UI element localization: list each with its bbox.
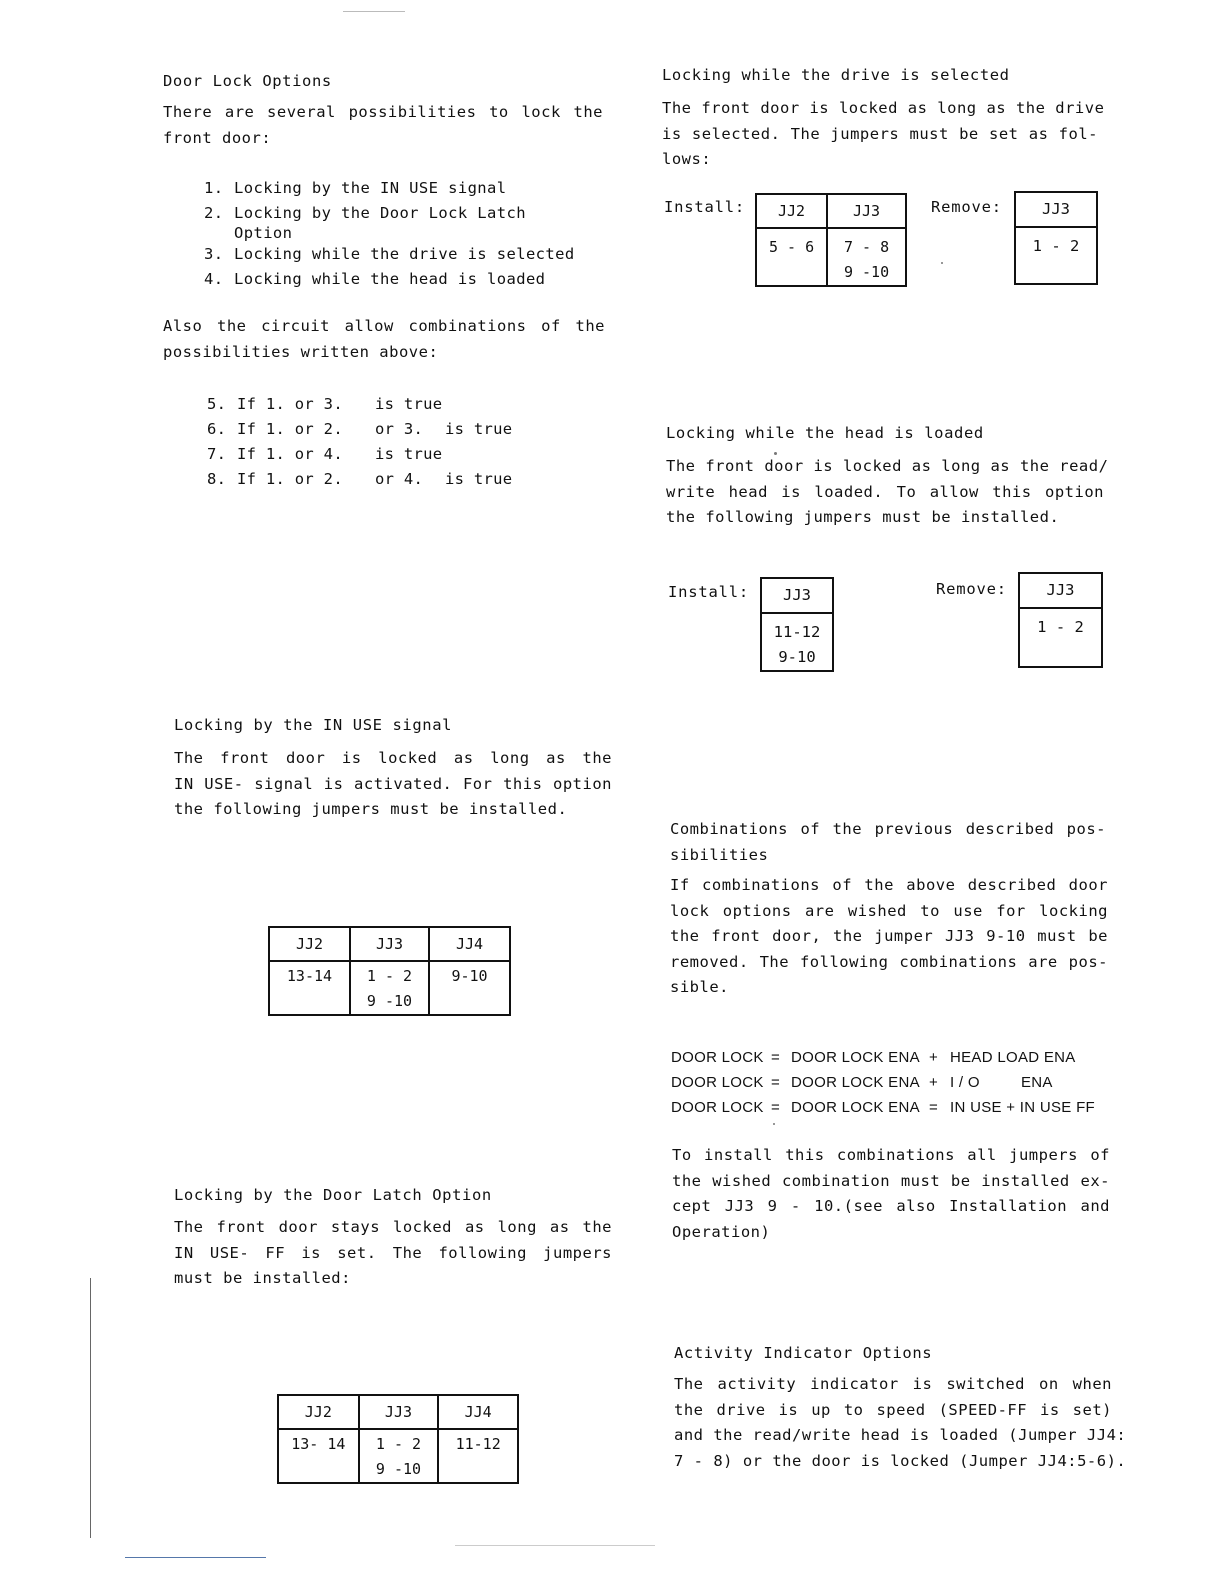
- section-title-combinations: [670, 817, 1106, 868]
- combinations-intro-paragraph: [163, 314, 605, 365]
- text-line: The front door is locked as long as the: [174, 749, 612, 767]
- box-value: 11-12: [773, 623, 821, 641]
- text-line: IN USE- FF is set. The following jumpers: [174, 1243, 612, 1262]
- box-header: JJ3: [1020, 574, 1101, 609]
- list-item: [204, 242, 575, 267]
- equation-term: HEAD LOAD ENA: [950, 1049, 1076, 1066]
- text-line: lows:: [662, 150, 712, 168]
- text-line: the front door, the jumper JJ3 9-10 must be: [670, 927, 1108, 945]
- section-title-door-lock-options: Door Lock Options: [163, 72, 332, 90]
- table-row: [269, 961, 510, 1015]
- table-header: JJ4: [438, 1395, 518, 1429]
- logic-equations: [671, 1045, 1111, 1120]
- install-note-paragraph: [672, 1143, 1110, 1245]
- cell-value: 9 -10: [375, 1460, 422, 1478]
- text-line: cept JJ3 9 - 10.(see also Installation and: [672, 1197, 1110, 1215]
- text-line: The activity indicator is switched on when: [674, 1375, 1112, 1393]
- text-line: If combinations of the above described door: [670, 876, 1108, 894]
- equation-term: DOOR LOCK ENA: [791, 1099, 920, 1116]
- combination-item: [207, 392, 527, 417]
- combo-clause: is true: [445, 470, 513, 488]
- text-line: the following jumpers must be installed.: [174, 800, 568, 818]
- text-line: the wished combination must be installed ex-: [672, 1171, 1110, 1190]
- remove-label: Remove:: [931, 198, 1002, 216]
- door-latch-paragraph: [174, 1215, 612, 1292]
- table-cell: [269, 961, 350, 1015]
- text-line: Operation): [672, 1222, 771, 1241]
- table-cell: [359, 1429, 439, 1483]
- equation-row: [671, 1045, 1111, 1070]
- equation-operator: +: [929, 1074, 939, 1091]
- equation-term: I / O: [950, 1074, 980, 1091]
- in-use-paragraph: [174, 746, 612, 823]
- combo-number: 5.: [207, 395, 227, 413]
- equation-operator: =: [771, 1074, 781, 1091]
- combination-item: [207, 467, 527, 492]
- list-item: [204, 176, 575, 201]
- activity-paragraph: [674, 1372, 1127, 1474]
- list-number: 4.: [204, 269, 224, 288]
- cell-value: 13- 14: [291, 1435, 346, 1453]
- table-cell: [278, 1429, 359, 1483]
- equation-term: DOOR LOCK ENA: [791, 1049, 920, 1066]
- equation-term: DOOR LOCK: [671, 1099, 764, 1116]
- cell-value: 13-14: [286, 967, 333, 985]
- remove-label: Remove:: [936, 580, 1007, 598]
- table-cell: [438, 1429, 518, 1483]
- text-line: IN USE- signal is activated. For this option: [174, 774, 612, 793]
- table-header: JJ2: [756, 194, 827, 228]
- table-cell: [756, 228, 827, 286]
- cell-value: 9 -10: [843, 263, 890, 281]
- table-header: JJ3: [827, 194, 906, 228]
- list-text: Locking by the IN USE signal: [234, 179, 507, 197]
- combo-condition: If 1. or 2.: [237, 420, 343, 438]
- text-line: To install this combinations all jumpers of: [672, 1146, 1110, 1164]
- combo-clause: or 4.: [375, 470, 424, 488]
- equation-row: [671, 1070, 1111, 1095]
- text-line: removed. The following combinations are pos-: [670, 952, 1108, 971]
- text-line: Also the circuit allow combinations of the: [163, 317, 605, 335]
- text-line: lock options are wished to use for locking: [670, 901, 1108, 920]
- equation-term: IN USE + IN USE FF: [950, 1099, 1096, 1116]
- text-line: the drive is up to speed (SPEED-FF is set): [674, 1400, 1112, 1419]
- text-line: The front door is locked as long as the drive: [662, 99, 1105, 117]
- combo-clause: or 3.: [375, 420, 424, 438]
- text-line: write head is loaded. To allow this option: [666, 482, 1104, 501]
- text-line: 7 - 8) or the door is locked (Jumper JJ4:5-6).: [674, 1451, 1127, 1470]
- scan-speck: [773, 1123, 775, 1125]
- list-number: 1.: [204, 179, 224, 197]
- text-line: and the read/write head is loaded (Jumper JJ4:: [674, 1426, 1127, 1444]
- text-line: must be installed:: [174, 1269, 351, 1287]
- table-header-row: [278, 1395, 518, 1429]
- scan-artifact: [90, 1278, 91, 1538]
- table-cell: [827, 228, 906, 286]
- combinations-paragraph: [670, 873, 1108, 1001]
- combo-number: 8.: [207, 470, 227, 488]
- equation-term: DOOR LOCK ENA: [791, 1074, 920, 1091]
- combo-number: 7.: [207, 445, 227, 463]
- text-line: front door:: [163, 128, 272, 147]
- section-title-drive-selected: Locking while the drive is selected: [662, 66, 1010, 84]
- cell-value: 1 - 2: [366, 967, 413, 985]
- text-line: Combinations of the previous described pos-: [670, 820, 1106, 838]
- table-cell: [429, 961, 510, 1015]
- equation-term: ENA: [1021, 1074, 1053, 1091]
- combo-clause: is true: [445, 420, 513, 438]
- install-label: Install:: [664, 198, 746, 216]
- box-value: 1 - 2: [1037, 618, 1084, 636]
- table-header-row: [756, 194, 906, 228]
- box-header: JJ3: [762, 579, 832, 614]
- text-line: the following jumpers must be installed.: [666, 508, 1060, 526]
- list-number: 2.: [204, 203, 224, 222]
- text-line: sible.: [670, 978, 729, 996]
- combo-condition: If 1. or 4.: [237, 445, 343, 463]
- section-title-activity-indicator: Activity Indicator Options: [674, 1344, 933, 1362]
- table-header: JJ3: [350, 927, 429, 961]
- list-text: Locking by the Door Lock Latch: [234, 203, 526, 222]
- box-value: 1 - 2: [1032, 237, 1080, 255]
- scan-speck: [774, 452, 777, 455]
- head-loaded-paragraph: [666, 454, 1109, 531]
- combination-item: [207, 417, 527, 442]
- cell-value: 9-10: [451, 967, 488, 985]
- table-header: JJ3: [359, 1395, 439, 1429]
- box-header: JJ3: [1016, 193, 1096, 228]
- scan-speck: [941, 262, 943, 264]
- equation-term: DOOR LOCK: [671, 1049, 764, 1066]
- combination-list: [207, 392, 527, 492]
- scan-artifact: [343, 11, 405, 12]
- box-value: 9-10: [778, 648, 816, 666]
- door-latch-jumper-table: [277, 1394, 519, 1484]
- section-title-in-use-signal: Locking by the IN USE signal: [174, 716, 453, 734]
- text-line: The front door is locked as long as the read/: [666, 457, 1109, 475]
- combo-condition: If 1. or 2.: [237, 470, 343, 488]
- cell-value: 9 -10: [366, 992, 413, 1010]
- combo-clause: is true: [375, 395, 443, 413]
- combo-clause: is true: [375, 445, 443, 463]
- equation-operator: +: [929, 1049, 939, 1066]
- table-header: JJ2: [269, 927, 350, 961]
- equation-operator: =: [771, 1099, 781, 1116]
- text-line: The front door stays locked as long as the: [174, 1218, 612, 1236]
- head-loaded-install-box: [760, 577, 834, 672]
- table-header: JJ4: [429, 927, 510, 961]
- head-loaded-remove-box: [1018, 572, 1103, 668]
- text-line: possibilities written above:: [163, 342, 439, 361]
- combo-condition: If 1. or 3.: [237, 395, 343, 413]
- text-line: sibilities: [670, 845, 769, 864]
- text-line: is selected. The jumpers must be set as fol-: [662, 124, 1098, 143]
- table-row: [756, 228, 906, 286]
- combination-item: [207, 442, 527, 467]
- list-item: [204, 201, 575, 243]
- door-lock-options-list: [204, 176, 575, 291]
- table-row: [278, 1429, 518, 1483]
- drive-selected-install-table: [755, 193, 907, 287]
- cell-value: 7 - 8: [843, 238, 890, 256]
- section-title-head-loaded: Locking while the head is loaded: [666, 424, 984, 442]
- scan-artifact: [125, 1557, 266, 1558]
- drive-selected-remove-box: [1014, 191, 1098, 285]
- equation-row: [671, 1095, 1111, 1120]
- combo-number: 6.: [207, 420, 227, 438]
- list-text: Locking while the drive is selected: [234, 245, 575, 263]
- install-label: Install:: [668, 583, 750, 601]
- equation-term: DOOR LOCK: [671, 1074, 764, 1091]
- drive-selected-paragraph: [662, 96, 1105, 173]
- equation-operator: =: [929, 1099, 939, 1116]
- cell-value: 5 - 6: [768, 238, 815, 256]
- cell-value: 11-12: [455, 1435, 501, 1453]
- list-item: [204, 267, 575, 292]
- table-header: JJ2: [278, 1395, 359, 1429]
- cell-value: 1 - 2: [375, 1435, 422, 1453]
- list-text-continuation: Option: [234, 224, 293, 242]
- table-cell: [350, 961, 429, 1015]
- table-header-row: [269, 927, 510, 961]
- equation-operator: =: [771, 1049, 781, 1066]
- in-use-jumper-table: [268, 926, 511, 1016]
- text-line: There are several possibilities to lock the: [163, 103, 603, 121]
- scan-artifact: [455, 1545, 655, 1546]
- section-title-door-latch: Locking by the Door Latch Option: [174, 1186, 492, 1204]
- list-number: 3.: [204, 245, 224, 263]
- list-text: Locking while the head is loaded: [234, 269, 546, 288]
- intro-paragraph: [163, 100, 603, 151]
